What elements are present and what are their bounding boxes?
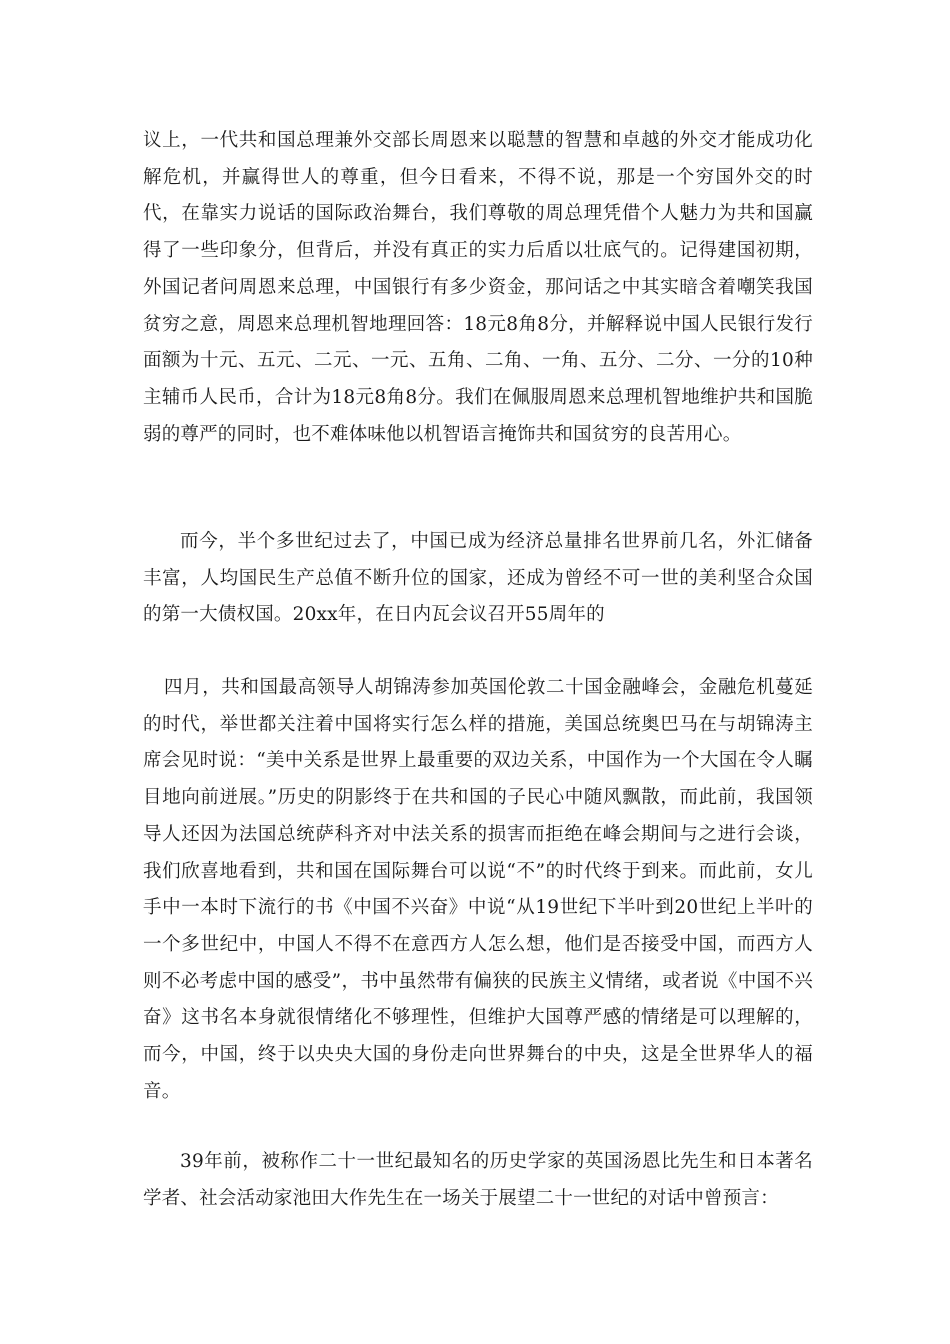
- paragraph-3: 四月，共和国最高领导人胡锦涛参加英国伦敦二十国金融峰会，金融危机蔓延的时代，举世都关注着中国将实行怎么样的措施，美国总统奥巴马在与胡锦涛主席会见时说：“美中关系是世界上最重要的双边关系，中国作为一个大国在令人瞩目地向前迸展。”历史的阴影终于在共和国的子民心中随风飘散，而此前，我国领导人还因为法国总统萨科齐对中法关系的损害而拒绝在峰会期间与之进行会谈，我们欣喜地看到，共和国在国际舞台可以说“不”的时代终于到来。而此前，女儿手中一本时下流行的书《中国不兴奋》中说“从19世纪下半叶到20世纪上半叶的一个多世纪中，中国人不得不在意西方人怎么想，他们是否接受中国，而西方人则不必考虑中国的感受”，书中虽然带有偏狭的民族主义情绪，或者说《中国不兴奋》这书名本身就很情绪化不够理性，但维护大国尊严感的情绪是可以理解的，而今，中国，终于以央央大国的身份走向世界舞台的中央，这是全世界华人的福音。: [143, 677, 813, 1102]
- paragraph-2: 而今，半个多世纪过去了，中国已成为经济总量排名世界前几名，外汇储备丰富，人均国民生产总值不断升位的国家，还成为曾经不可一世的美利坚合众国的第一大债权国。20xx年，在日内瓦会议召开55周年的: [143, 531, 813, 626]
- paragraph-4: 39年前，被称作二十一世纪最知名的历史学家的英国汤恩比先生和日本著名学者、社会活动家池田大作先生在一场关于展望二十一世纪的对话中曾预言：: [143, 1151, 813, 1209]
- paragraph-1: 议上，一代共和国总理兼外交部长周恩来以聪慧的智慧和卓越的外交才能成功化解危机，并赢得世人的尊重，但今日看来，不得不说，那是一个穷国外交的时代，在靠实力说话的国际政治舞台，我们尊敬的周总理凭借个人魅力为共和国赢得了一些印象分，但背后，并没有真正的实力后盾以壮底气的。记得建国初期，外国记者问周恩来总理，中国银行有多少资金，那问话之中其实暗含着嘲笑我国贫穷之意，周恩来总理机智地理回答：18元8角8分，并解释说中国人民银行发行面额为十元、五元、二元、一元、五角、二角、一角、五分、二分、一分的10种主辅币人民币，合计为18元8角8分。我们在佩服周恩来总理机智地维护共和国脆弱的尊严的同时，也不难体味他以机智语言掩饰共和国贫穷的良苦用心。: [143, 130, 813, 445]
